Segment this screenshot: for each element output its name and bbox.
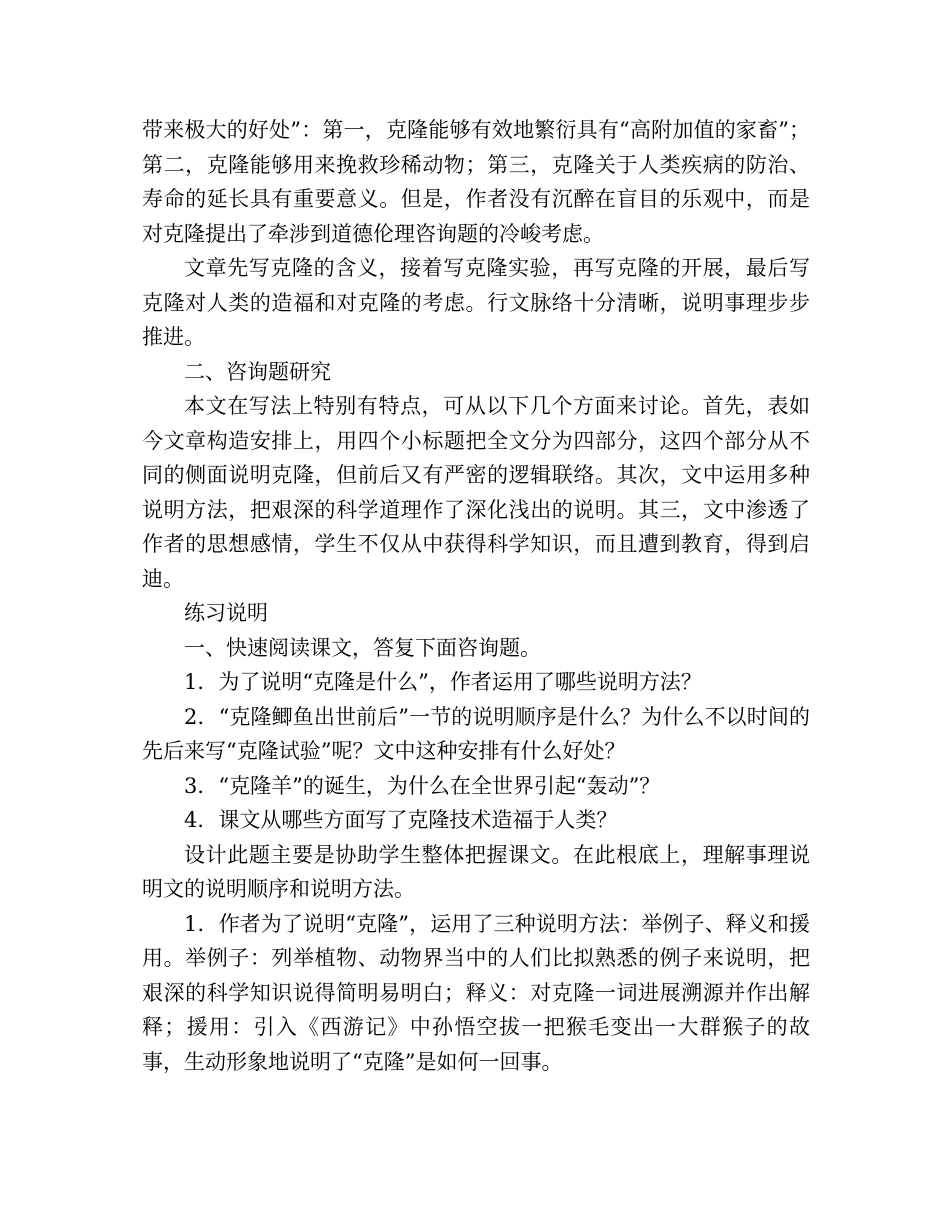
answer-1: 1．作者为了说明“克隆”，运用了三种说明方法：举例子、释义和援用。举例子：列举植物、动物界当中的人们比拟熟悉的例子来说明，把艰深的科学知识说得简明易明白；释义：对克隆一词进展溯源并作出解释；援用：引入《西游记》中孙悟空拔一把猴毛变出一大群猴子的故事，生动形象地说明了“克隆”是如何一回事。 [142, 911, 810, 1074]
question-3: 3．“克隆羊”的诞生，为什么在全世界引起“轰动”？ [184, 773, 661, 798]
section-heading-research: 二、咨询题研究 [184, 359, 331, 384]
paragraph-structure: 文章先写克隆的含义，接着写克隆实验，再写克隆的开展，最后写克隆对人类的造福和对克隆的考虑。行文脉络十分清晰，说明事理步步推进。 [142, 256, 810, 349]
exercise-instruction: 一、快速阅读课文，答复下面咨询题。 [184, 635, 541, 660]
question-2: 2．“克隆鲫鱼出世前后”一节的说明顺序是什么？为什么不以时间的先后来写“克隆试验”呢？文中这种安排有什么好处？ [142, 704, 810, 763]
section-heading-exercises: 练习说明 [184, 601, 268, 625]
design-note: 设计此题主要是协助学生整体把握课文。在此根底上，理解事理说明文的说明顺序和说明方法。 [142, 842, 810, 901]
paragraph-writing-features: 本文在写法上特别有特点，可从以下几个方面来讨论。首先，表如今文章构造安排上，用四个小标题把全文分为四部分，这四个部分从不同的侧面说明克隆，但前后又有严密的逻辑联络。其次，文中运用多种说明方法，把艰深的科学道理作了深化浅出的说明。其三，文中渗透了作者的思想感情，学生不仅从中获得科学知识，而且遭到教育，得到启迪。 [142, 394, 810, 591]
question-1: 1．为了说明“克隆是什么”，作者运用了哪些说明方法？ [184, 670, 702, 694]
paragraph-benefits: 带来极大的好处”：第一，克隆能够有效地繁衍具有“高附加值的家畜”；第二，克隆能够用来挽救珍稀动物；第三，克隆关于人类疾病的防治、寿命的延长具有重要意义。但是，作者没有沉醉在盲目的乐观中，而是对克隆提出了牵涉到道德伦理咨询题的冷峻考虑。 [142, 118, 810, 246]
document-body [142, 113, 810, 1079]
question-4: 4．课文从哪些方面写了克隆技术造福于人类？ [184, 808, 618, 832]
